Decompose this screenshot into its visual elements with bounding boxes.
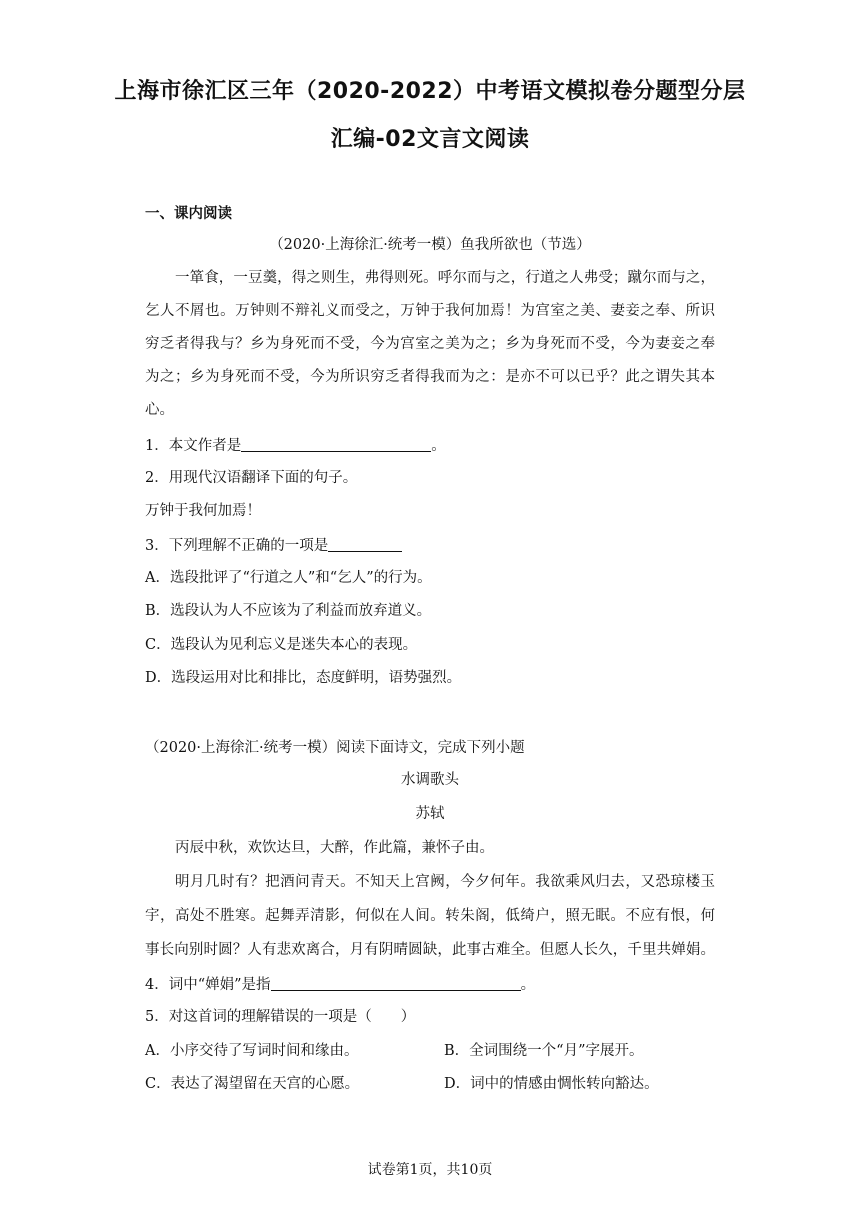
section-2-intro: （2020·上海徐汇·统考一模）阅读下面诗文，完成下列小题	[145, 740, 525, 756]
passage-line-5: 心。	[145, 402, 174, 418]
question-5-option-d: D．词中的情感由惆怅转向豁达。	[444, 1076, 659, 1092]
question-1	[145, 435, 446, 456]
question-5-option-a: A．小序交待了写词时间和缘由。	[145, 1043, 359, 1059]
question-3-option-a: A．选段批评了“行道之人”和“乞人”的行为。	[145, 570, 432, 586]
question-3	[145, 535, 402, 556]
question-1-end: 。	[431, 438, 446, 454]
document-title-line2: 汇编-02文言文阅读	[330, 127, 530, 152]
question-5-option-b: B．全词围绕一个“月”字展开。	[444, 1043, 644, 1059]
question-3-text: 3．下列理解不正确的一项是	[145, 538, 329, 554]
page-footer: 试卷第1页，共10页	[367, 1162, 493, 1178]
answer-blank-4[interactable]	[271, 974, 521, 991]
passage-line-2: 乞人不屑也。万钟则不辩礼义而受之，万钟于我何加焉！为宫室之美、妻妾之奉、所识	[145, 303, 715, 319]
poem-line-1: 明月几时有？把酒问青天。不知天上宫阙，今夕何年。我欲乘风归去，又恐琼楼玉	[175, 874, 715, 890]
answer-blank-1[interactable]	[241, 435, 431, 452]
document-title-line1: 上海市徐汇区三年（2020-2022）中考语文模拟卷分题型分层	[114, 79, 746, 104]
passage-line-3: 穷乏者得我与？乡为身死而不受，今为宫室之美为之；乡为身死而不受，今为妻妾之奉	[145, 336, 715, 352]
question-3-option-b: B．选段认为人不应该为了利益而放弃道义。	[145, 603, 432, 619]
question-4-text: 4．词中“婵娟”是指	[145, 977, 271, 993]
question-1-text: 1．本文作者是	[145, 438, 242, 454]
question-5-option-c: C．表达了渴望留在天宫的心愿。	[145, 1076, 360, 1092]
poem-line-2: 宇，高处不胜寒。起舞弄清影，何似在人间。转朱阁，低绮户，照无眠。不应有恨，何	[145, 908, 715, 924]
poem-line-3: 事长向别时圆？人有悲欢离合，月有阴晴圆缺，此事古难全。但愿人长久，千里共婵娟。	[145, 942, 715, 958]
question-5: 5．对这首词的理解错误的一项是（ ）	[145, 1009, 416, 1025]
question-2: 2．用现代汉语翻译下面的句子。	[145, 470, 358, 486]
question-2-sentence: 万钟于我何加焉！	[145, 503, 261, 519]
poem-author: 苏轼	[415, 806, 445, 822]
section-heading: 一、课内阅读	[145, 206, 232, 222]
question-4-end: 。	[520, 977, 536, 993]
passage-source: （2020·上海徐汇·统考一模）鱼我所欲也（节选）	[269, 237, 591, 253]
passage-line-4: 为之；乡为身死而不受，今为所识穷乏者得我而为之：是亦不可以已乎？此之谓失其本	[145, 369, 715, 385]
question-3-option-d: D．选段运用对比和排比，态度鲜明，语势强烈。	[145, 670, 462, 686]
passage-line-1: 一箪食，一豆羹，得之则生，弗得则死。呼尔而与之，行道之人弗受；蹴尔而与之，	[175, 270, 715, 286]
poem-preface: 丙辰中秋，欢饮达旦，大醉，作此篇，兼怀子由。	[175, 840, 494, 856]
question-3-option-c: C．选段认为见利忘义是迷失本心的表现。	[145, 637, 418, 653]
poem-title: 水调歌头	[401, 772, 459, 788]
question-4	[145, 974, 535, 995]
answer-blank-3[interactable]	[328, 535, 402, 552]
